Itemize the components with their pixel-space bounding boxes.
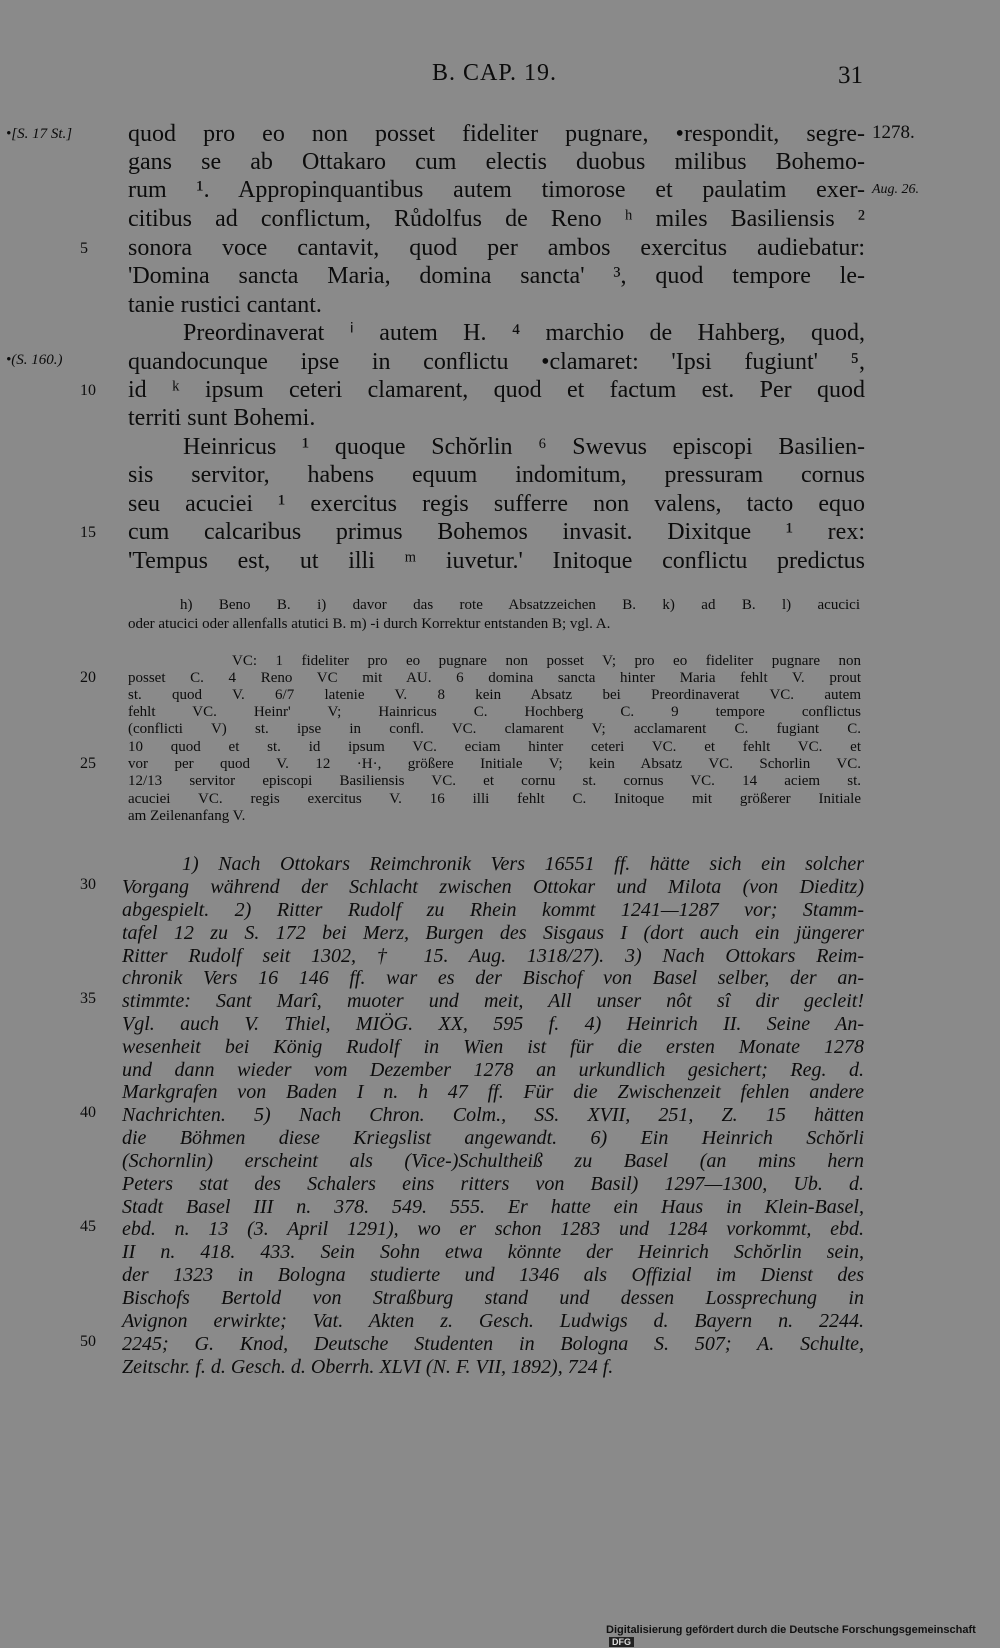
text-line: quandocunque ipse in conflictu •clamaret: 'Ipsi fugiunt' ⁵, [128, 349, 865, 375]
note-line: Stadt Basel III n. 378. 549. 555. Er hatte ein Haus in Klein-Basel, [122, 1196, 864, 1218]
text-line: gans se ab Ottakaro cum electis duobus milibus Bohemo- [128, 149, 865, 175]
text-line: 'Domina sancta Maria, domina sancta' ³, quod tempore le- [128, 263, 865, 289]
note-line: wesenheit bei König Rudolf in Wien ist für die ersten Monate 1278 [122, 1036, 864, 1058]
apparatus-line: acuciei VC. regis exercitus V. 16 illi fehlt C. Initoque mit größerer Initiale [128, 791, 861, 807]
margin-year: 1278. [872, 122, 915, 143]
note-line: und dann wieder vom Dezember 1278 an urkundlich gesichert; Reg. d. [122, 1059, 864, 1081]
note-line: Ritter Rudolf seit 1302, † 15. Aug. 1318/27). 3) Nach Ottokars Reim- [122, 945, 864, 967]
text-line: seu acuciei ¹ exercitus regis sufferre non valens, tacto equo [128, 491, 865, 517]
line-number: 25 [80, 755, 96, 772]
text-line: quod pro eo non posset fideliter pugnare, •respondit, segre- [128, 121, 865, 147]
note-line: Markgrafen von Baden I n. h 47 ff. Für die Zwischenzeit fehlen andere [122, 1081, 864, 1103]
line-number: 40 [80, 1104, 96, 1121]
note-line: die Böhmen diese Kriegslist angewandt. 6) Ein Heinrich Schŏrli [122, 1127, 864, 1149]
digitization-credit [606, 1624, 1000, 1648]
text-line: Preordinaverat ⁱ autem H. ⁴ marchio de Hahberg, quod, [183, 320, 865, 346]
text-line: 'Tempus est, ut illi ᵐ iuvetur.' Initoque conflictu predictus [128, 548, 865, 574]
page-number: 31 [838, 62, 863, 89]
apparatus-line: 12/13 servitor episcopi Basiliensis VC. et cornu st. cornus VC. 14 aciem st. [128, 773, 861, 789]
note-line: Nachrichten. 5) Nach Chron. Colm., SS. XVII, 251, Z. 15 hätten [122, 1104, 864, 1126]
apparatus-line: posset C. 4 Reno VC mit AU. 6 domina sancta hinter Maria fehlt V. prout [128, 670, 861, 686]
apparatus-line: st. quod V. 6/7 latenie V. 8 kein Absatz bei Preordinaverat VC. autem [128, 687, 861, 703]
note-line: stimmte: Sant Marî, muoter und meit, All unser nôt sî dir gecleit! [122, 990, 864, 1012]
text-line: rum ¹. Appropinquantibus autem timorose et paulatim exer- [128, 177, 865, 203]
text-line: Heinricus ¹ quoque Schŏrlin ⁶ Swevus episcopi Basilien- [183, 434, 865, 460]
note-line: Vgl. auch V. Thiel, MIÖG. XX, 595 f. 4) Heinrich II. Seine An- [122, 1013, 864, 1035]
dfg-logo: DFG [609, 1637, 634, 1647]
text-line: id ᵏ ipsum ceteri clamarent, quod et factum est. Per quod [128, 377, 865, 403]
text-line: sonora voce cantavit, quod per ambos exercitus audiebatur: [128, 235, 865, 261]
apparatus-line: vor per quod V. 12 ·H·, größere Initiale V; kein Absatz VC. Schorlin VC. [128, 756, 861, 772]
apparatus-line: am Zeilenanfang V. [128, 808, 246, 824]
note-line: der 1323 in Bologna studierte und 1346 als Offizial im Dienst des [122, 1264, 864, 1286]
note-line: Bischofs Bertold von Straßburg stand und dessen Lossprechung in [122, 1287, 864, 1309]
variant-line: h) Beno B. i) davor das rote Absatzzeichen B. k) ad B. l) acucici [180, 597, 860, 613]
note-line: II n. 418. 433. Sein Sohn etwa könnte der Heinrich Schŏrlin sein, [122, 1241, 864, 1263]
line-number: 45 [80, 1218, 96, 1235]
apparatus-line: 10 quod et st. id ipsum VC. eciam hinter ceteri VC. et fehlt VC. et [128, 739, 861, 755]
variant-line: oder atucici oder allenfalls atutici B. m) -i durch Korrektur entstanden B; vgl. A. [128, 616, 611, 632]
note-line: tafel 12 zu S. 172 bei Merz, Burgen des Sisgaus I (dort auch ein jüngerer [122, 922, 864, 944]
text-line: citibus ad conflictum, Růdolfus de Reno ʰ miles Basiliensis ² [128, 206, 865, 232]
text-line: cum calcaribus primus Bohemos invasit. Dixitque ¹ rex: [128, 519, 865, 545]
note-line: 1) Nach Ottokars Reimchronik Vers 16551 ff. hätte sich ein solcher [182, 853, 864, 875]
apparatus-line: fehlt VC. Heinr' V; Hainricus C. Hochberg C. 9 tempore conflictus [128, 704, 861, 720]
line-number: 20 [80, 669, 96, 686]
note-line: abgespielt. 2) Ritter Rudolf zu Rhein kommt 1241—1287 vor; Stamm- [122, 899, 864, 921]
note-line: ebd. n. 13 (3. April 1291), wo er schon 1283 und 1284 vorkommt, ebd. [122, 1218, 864, 1240]
margin-date: Aug. 26. [872, 182, 920, 197]
line-number: 30 [80, 876, 96, 893]
line-number: 35 [80, 990, 96, 1007]
note-line: 2245; G. Knod, Deutsche Studenten in Bologna S. 507; A. Schulte, [122, 1333, 864, 1355]
apparatus-line: (conflicti V) st. ipse in confl. VC. clamarent V; acclamarent C. fugiant C. [128, 721, 861, 737]
apparatus-line: VC: 1 fideliter pro eo pugnare non posset V; pro eo fideliter pugnare non [232, 653, 861, 669]
note-line: chronik Vers 16 146 ff. war es der Bischof von Basel selber, der an- [122, 967, 864, 989]
line-number: 5 [80, 240, 88, 257]
running-header: B. CAP. 19. [432, 60, 558, 86]
credit-text: Digitalisierung gefördert durch die Deutsche Forschungsgemeinschaft [606, 1624, 976, 1636]
note-line: Peters stat des Schalers eins ritters von Basil) 1297—1300, Ub. d. [122, 1173, 864, 1195]
margin-ref-2: •(S. 160.) [6, 352, 63, 368]
text-line: tanie rustici cantant. [128, 292, 322, 318]
margin-ref-1: •[S. 17 St.] [6, 126, 73, 142]
note-line: (Schornlin) erscheint als (Vice-)Schultheiß zu Basel (an mins hern [122, 1150, 864, 1172]
note-line: Zeitschr. f. d. Gesch. d. Oberrh. XLVI (N. F. VII, 1892), 724 f. [122, 1356, 614, 1378]
note-line: Vorgang während der Schlacht zwischen Ottokar und Milota (von Dieditz) [122, 876, 864, 898]
text-line: sis servitor, habens equum indomitum, pressuram cornus [128, 462, 865, 488]
line-number: 10 [80, 382, 96, 399]
line-number: 15 [80, 524, 96, 541]
line-number: 50 [80, 1333, 96, 1350]
text-line: territi sunt Bohemi. [128, 405, 316, 431]
note-line: Avignon erwirkte; Vat. Akten z. Gesch. Ludwigs d. Bayern n. 2244. [122, 1310, 864, 1332]
